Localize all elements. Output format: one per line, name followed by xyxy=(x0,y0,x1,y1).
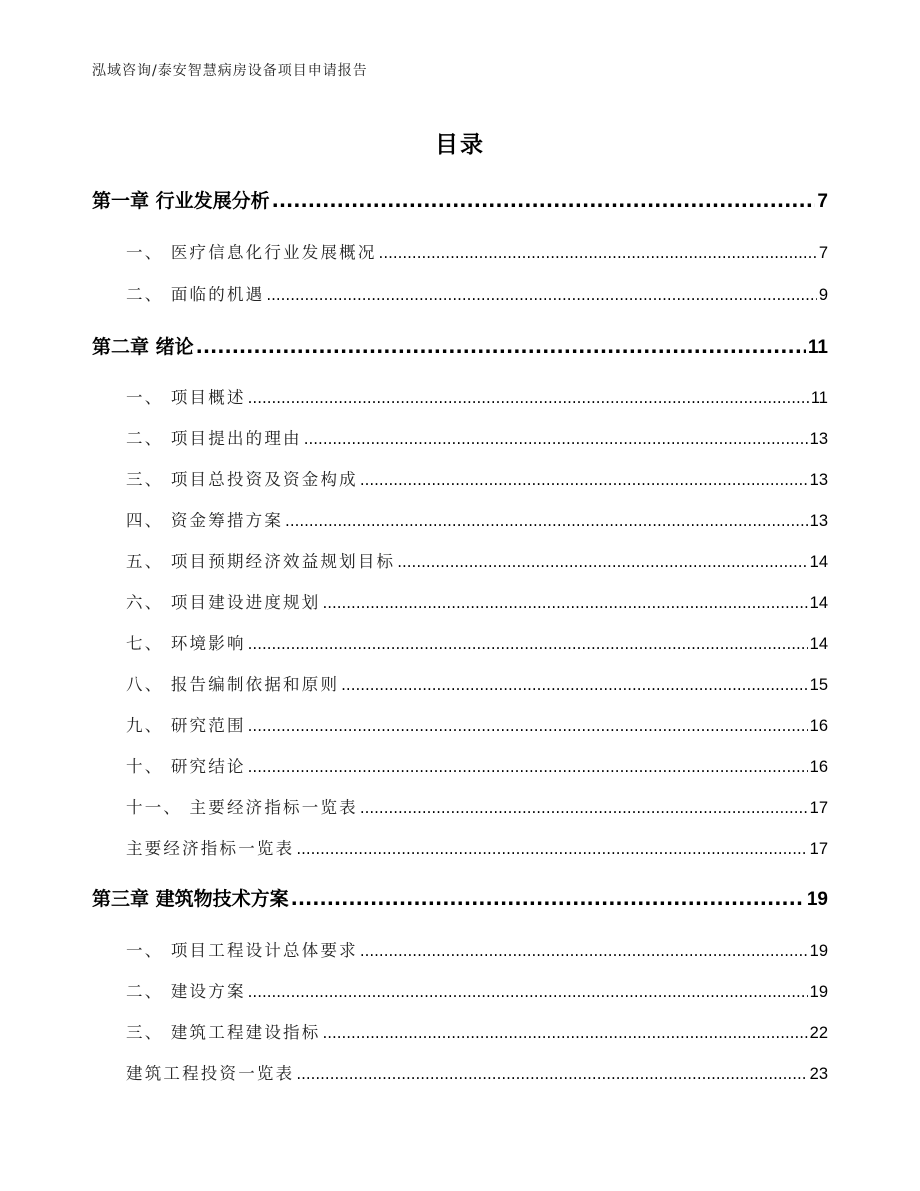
toc-section-entry[interactable] xyxy=(0,548,920,572)
toc-chapter-entry[interactable] xyxy=(0,186,920,214)
dot-leader xyxy=(266,286,816,304)
dot-leader xyxy=(291,888,805,910)
running-header: 泓域咨询/泰安智慧病房设备项目申请报告 xyxy=(92,63,368,79)
toc-entry-label: 三、 建筑工程建设指标 xyxy=(126,1023,321,1042)
toc-entry-label: 十、 研究结论 xyxy=(126,757,246,776)
toc-section-entry[interactable] xyxy=(0,589,920,613)
toc-section-entry[interactable] xyxy=(0,978,920,1002)
toc-section-entry[interactable] xyxy=(0,630,920,654)
dot-leader xyxy=(272,190,816,212)
toc-section-entry[interactable] xyxy=(0,712,920,736)
toc-entry-label: 建筑工程投资一览表 xyxy=(126,1064,295,1083)
dot-leader xyxy=(322,1024,807,1042)
toc-chapter-entry[interactable] xyxy=(0,884,920,912)
toc-title: 目录 xyxy=(435,132,485,158)
toc-entry-page-number: 17 xyxy=(809,799,828,817)
toc-section-entry[interactable] xyxy=(0,937,920,961)
dot-leader xyxy=(296,840,807,858)
toc-entry-page-number: 19 xyxy=(809,942,828,960)
toc-entry-page-number: 16 xyxy=(809,717,828,735)
toc-entry-label: 三、 项目总投资及资金构成 xyxy=(126,470,358,489)
dot-leader xyxy=(248,717,808,735)
toc-section-entry[interactable] xyxy=(0,671,920,695)
toc-entry-label: 二、 项目提出的理由 xyxy=(126,429,302,448)
toc-entry-page-number: 19 xyxy=(806,889,828,910)
toc-chapter-entry[interactable] xyxy=(0,332,920,360)
toc-entry-label: 五、 项目预期经济效益规划目标 xyxy=(126,552,396,571)
toc-entry-page-number: 16 xyxy=(809,758,828,776)
toc-entry-page-number: 14 xyxy=(809,635,828,653)
toc-section-entry[interactable] xyxy=(0,466,920,490)
toc-entry-label: 一、 医疗信息化行业发展概况 xyxy=(126,243,377,262)
dot-leader xyxy=(248,389,809,407)
dot-leader xyxy=(248,635,808,653)
toc-entry-label: 第三章 建筑物技术方案 xyxy=(92,888,289,910)
toc-entry-page-number: 22 xyxy=(809,1024,828,1042)
toc-entry-label: 二、 建设方案 xyxy=(126,982,246,1001)
dot-leader xyxy=(196,336,806,358)
toc-section-entry[interactable] xyxy=(0,835,920,859)
toc-entry-page-number: 14 xyxy=(809,553,828,571)
toc-section-entry[interactable] xyxy=(0,1019,920,1043)
toc-entry-label: 四、 资金筹措方案 xyxy=(126,511,284,530)
dot-leader xyxy=(360,799,808,817)
toc-entry-page-number: 7 xyxy=(817,191,828,212)
toc-section-entry[interactable] xyxy=(0,239,920,263)
toc-section-entry[interactable] xyxy=(0,507,920,531)
dot-leader xyxy=(379,244,817,262)
dot-leader xyxy=(248,758,808,776)
dot-leader xyxy=(322,594,807,612)
toc-entry-label: 第二章 绪论 xyxy=(92,336,194,358)
toc-entry-page-number: 11 xyxy=(807,337,828,358)
dot-leader xyxy=(304,430,808,448)
toc-section-entry[interactable] xyxy=(0,1060,920,1084)
dot-leader xyxy=(285,512,808,530)
toc-entry-label: 二、 面临的机遇 xyxy=(126,285,265,304)
toc-entry-page-number: 7 xyxy=(818,244,828,262)
toc-entry-label: 第一章 行业发展分析 xyxy=(92,190,270,212)
toc-section-entry[interactable] xyxy=(0,794,920,818)
toc-entry-label: 七、 环境影响 xyxy=(126,634,246,653)
dot-leader xyxy=(296,1065,807,1083)
dot-leader xyxy=(341,676,807,694)
toc-entry-page-number: 11 xyxy=(810,389,828,407)
toc-entry-page-number: 17 xyxy=(809,840,828,858)
toc-entry-label: 主要经济指标一览表 xyxy=(126,839,295,858)
dot-leader xyxy=(360,942,808,960)
toc-entry-label: 一、 项目概述 xyxy=(126,388,246,407)
toc-entry-page-number: 13 xyxy=(809,430,828,448)
toc-entry-page-number: 14 xyxy=(809,594,828,612)
toc-section-entry[interactable] xyxy=(0,384,920,408)
toc-entry-page-number: 15 xyxy=(809,676,828,694)
toc-section-entry[interactable] xyxy=(0,281,920,305)
dot-leader xyxy=(360,471,808,489)
toc-section-entry[interactable] xyxy=(0,425,920,449)
toc-entry-label: 十一、 主要经济指标一览表 xyxy=(126,798,358,817)
toc-entry-page-number: 13 xyxy=(809,512,828,530)
toc-entry-label: 八、 报告编制依据和原则 xyxy=(126,675,340,694)
toc-entry-page-number: 23 xyxy=(809,1065,828,1083)
dot-leader xyxy=(397,553,807,571)
dot-leader xyxy=(248,983,808,1001)
toc-entry-page-number: 9 xyxy=(818,286,828,304)
toc-section-entry[interactable] xyxy=(0,753,920,777)
toc-entry-page-number: 19 xyxy=(809,983,828,1001)
toc-entry-label: 九、 研究范围 xyxy=(126,716,246,735)
toc-entry-label: 六、 项目建设进度规划 xyxy=(126,593,321,612)
toc-entry-page-number: 13 xyxy=(809,471,828,489)
toc-entry-label: 一、 项目工程设计总体要求 xyxy=(126,941,358,960)
